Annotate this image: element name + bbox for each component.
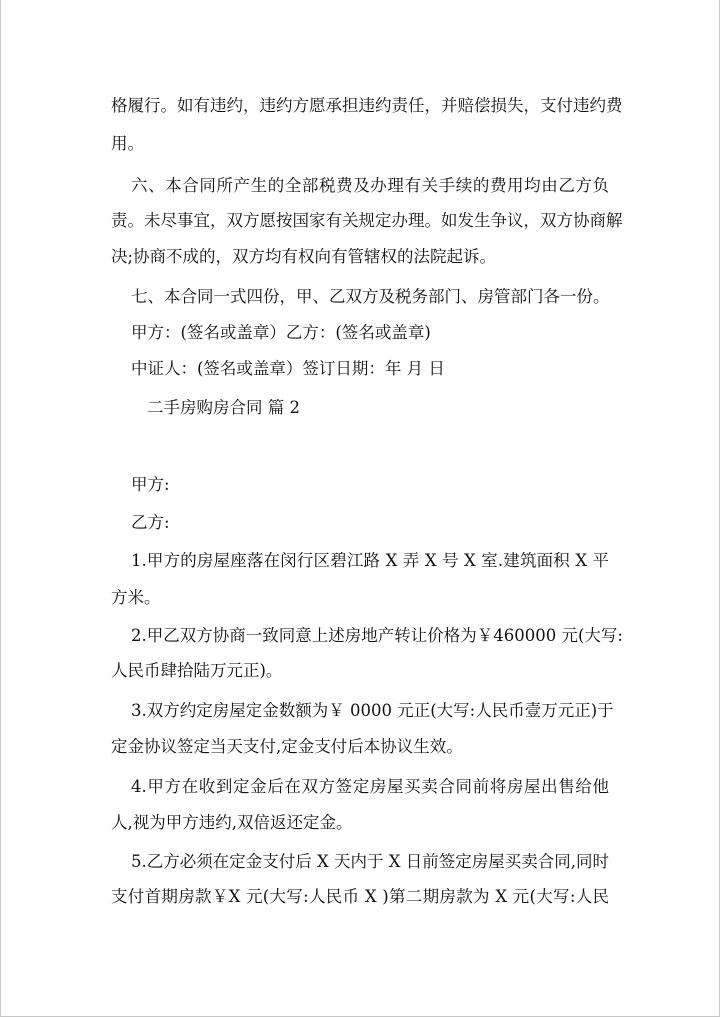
text-line: 3.双方约定房屋定金数额为￥ 0000 元正(大写:人民币壹万元正)于 bbox=[131, 701, 614, 720]
text-line: 方米。 bbox=[111, 588, 161, 607]
text-line: 七、本合同一式四份，甲、乙双方及税务部门、房管部门各一份。 bbox=[131, 287, 610, 306]
text-line: 5.乙方必须在定金支付后 X 天内于 X 日前签定房屋买卖合同,同时 bbox=[131, 852, 609, 871]
party-a-label: 甲方: bbox=[131, 475, 170, 494]
text-line: 定金协议签定当天支付,定金支付后本协议生效。 bbox=[111, 737, 463, 756]
section-title: 二手房购房合同 篇 2 bbox=[147, 398, 300, 417]
text-line: 人,视为甲方违约,双倍返还定金。 bbox=[111, 813, 353, 832]
text-line: 人民币肆拾陆万元正)。 bbox=[111, 661, 283, 680]
text-line: 甲方：(签名或盖章）乙方：(签名或盖章) bbox=[131, 323, 431, 342]
text-line: 4.甲方在收到定金后在双方签定房屋买卖合同前将房屋出售给他 bbox=[131, 777, 609, 796]
text-line: 格履行。如有违约，违约方愿承担违约责任，并赔偿损失，支付违约费 bbox=[111, 96, 623, 115]
text-line: 六、本合同所产生的全部税费及办理有关手续的费用均由乙方负 bbox=[131, 176, 609, 195]
text-line: 支付首期房款￥X 元(大写:人民币 X )第二期房款为 X 元(大写:人民 bbox=[111, 887, 609, 906]
text-line: 责。未尽事宜，双方愿按国家有关规定办理。如发生争议，双方协商解 bbox=[111, 211, 623, 230]
party-b-label: 乙方: bbox=[131, 513, 170, 532]
text-line: 决;协商不成的，双方均有权向有管辖权的法院起诉。 bbox=[111, 247, 497, 266]
text-line: 用。 bbox=[111, 134, 144, 153]
text-line: 1.甲方的房屋座落在闵行区碧江路 X 弄 X 号 X 室.建筑面积 X 平 bbox=[131, 551, 609, 570]
text-line: 中证人：(签名或盖章）签订日期：年 月 日 bbox=[131, 359, 445, 378]
text-line: 2.甲乙双方协商一致同意上述房地产转让价格为￥460000 元(大写: bbox=[131, 626, 623, 645]
